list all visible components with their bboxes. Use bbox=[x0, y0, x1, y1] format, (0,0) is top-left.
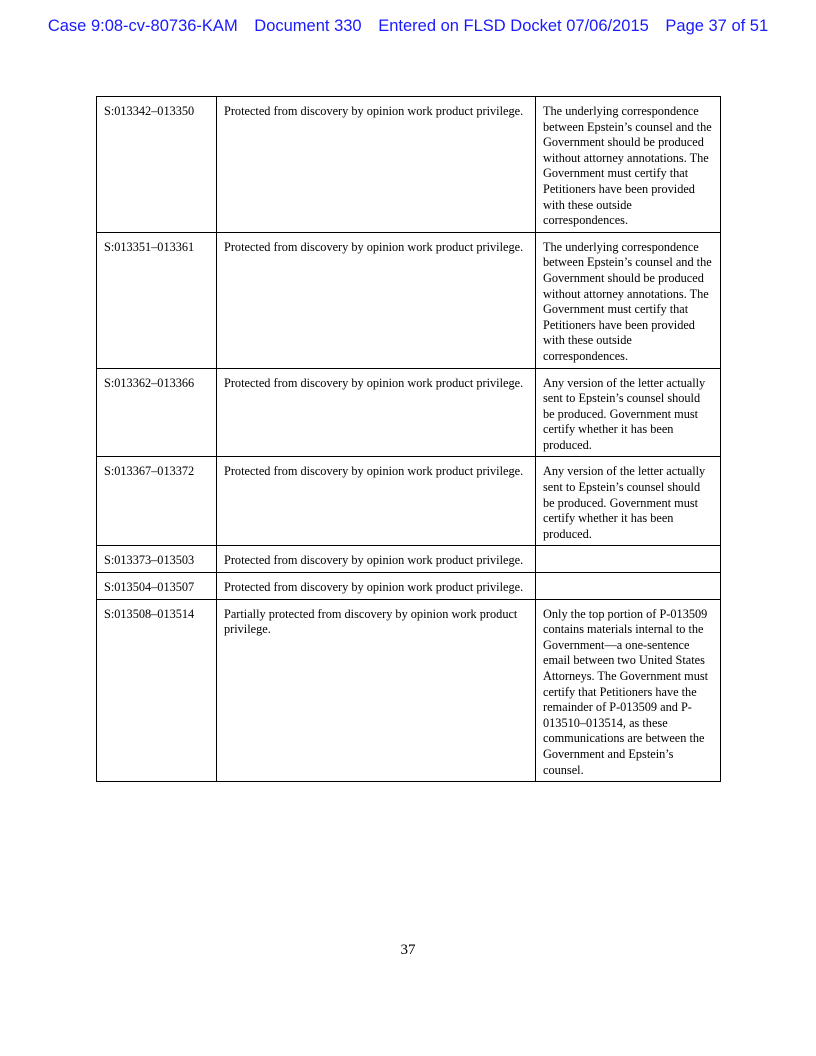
ruling-cell: The underlying correspondence between Epstein’s counsel and the Government should be produced without attorney annotations. The Government must certify that Petitioners have been provided with these outside correspondences. bbox=[536, 232, 721, 368]
ruling-cell bbox=[536, 546, 721, 573]
table-row bbox=[97, 457, 721, 546]
ruling-cell: Any version of the letter actually sent to Epstein’s counsel should be produced. Government must certify whether it has been produced. bbox=[536, 368, 721, 457]
bates-range-cell: S:013342–013350 bbox=[97, 97, 217, 233]
ruling-cell: Only the top portion of P-013509 contains materials internal to the Government—a one-sentence email between two United States Attorneys. The Government must certify that Petitioners have the remainder of P-013509 and P-013510–013514, as these communications are between the Government and Epstein’s counsel. bbox=[536, 599, 721, 782]
privilege-basis-cell: Partially protected from discovery by opinion work product privilege. bbox=[217, 599, 536, 782]
table-row bbox=[97, 573, 721, 600]
bates-range-cell: S:013351–013361 bbox=[97, 232, 217, 368]
privilege-basis-cell: Protected from discovery by opinion work product privilege. bbox=[217, 573, 536, 600]
privilege-basis-cell: Protected from discovery by opinion work product privilege. bbox=[217, 457, 536, 546]
bates-range-cell: S:013508–013514 bbox=[97, 599, 217, 782]
docket-header bbox=[0, 17, 816, 36]
docket-entry: Entered on FLSD Docket 07/06/2015 bbox=[378, 17, 649, 35]
ruling-cell bbox=[536, 573, 721, 600]
privilege-basis-cell: Protected from discovery by opinion work product privilege. bbox=[217, 232, 536, 368]
bates-range-cell: S:013362–013366 bbox=[97, 368, 217, 457]
bates-range-cell: S:013373–013503 bbox=[97, 546, 217, 573]
privilege-basis-cell: Protected from discovery by opinion work product privilege. bbox=[217, 546, 536, 573]
ruling-cell: The underlying correspondence between Epstein’s counsel and the Government should be produced without attorney annotations. The Government must certify that Petitioners have been provided with these outside correspondences. bbox=[536, 97, 721, 233]
ruling-cell: Any version of the letter actually sent to Epstein’s counsel should be produced. Government must certify whether it has been produced. bbox=[536, 457, 721, 546]
table-row bbox=[97, 368, 721, 457]
table-row bbox=[97, 232, 721, 368]
table-row bbox=[97, 546, 721, 573]
privilege-basis-cell: Protected from discovery by opinion work product privilege. bbox=[217, 368, 536, 457]
privilege-log-table bbox=[96, 96, 721, 782]
page-of-total: Page 37 of 51 bbox=[665, 17, 769, 35]
bates-range-cell: S:013367–013372 bbox=[97, 457, 217, 546]
case-number: Case 9:08-cv-80736-KAM bbox=[47, 17, 238, 35]
document-number: Document 330 bbox=[254, 17, 362, 35]
privilege-basis-cell: Protected from discovery by opinion work product privilege. bbox=[217, 97, 536, 233]
bates-range-cell: S:013504–013507 bbox=[97, 573, 217, 600]
page-number: 37 bbox=[400, 942, 416, 958]
table-row bbox=[97, 599, 721, 782]
table-row bbox=[97, 97, 721, 233]
